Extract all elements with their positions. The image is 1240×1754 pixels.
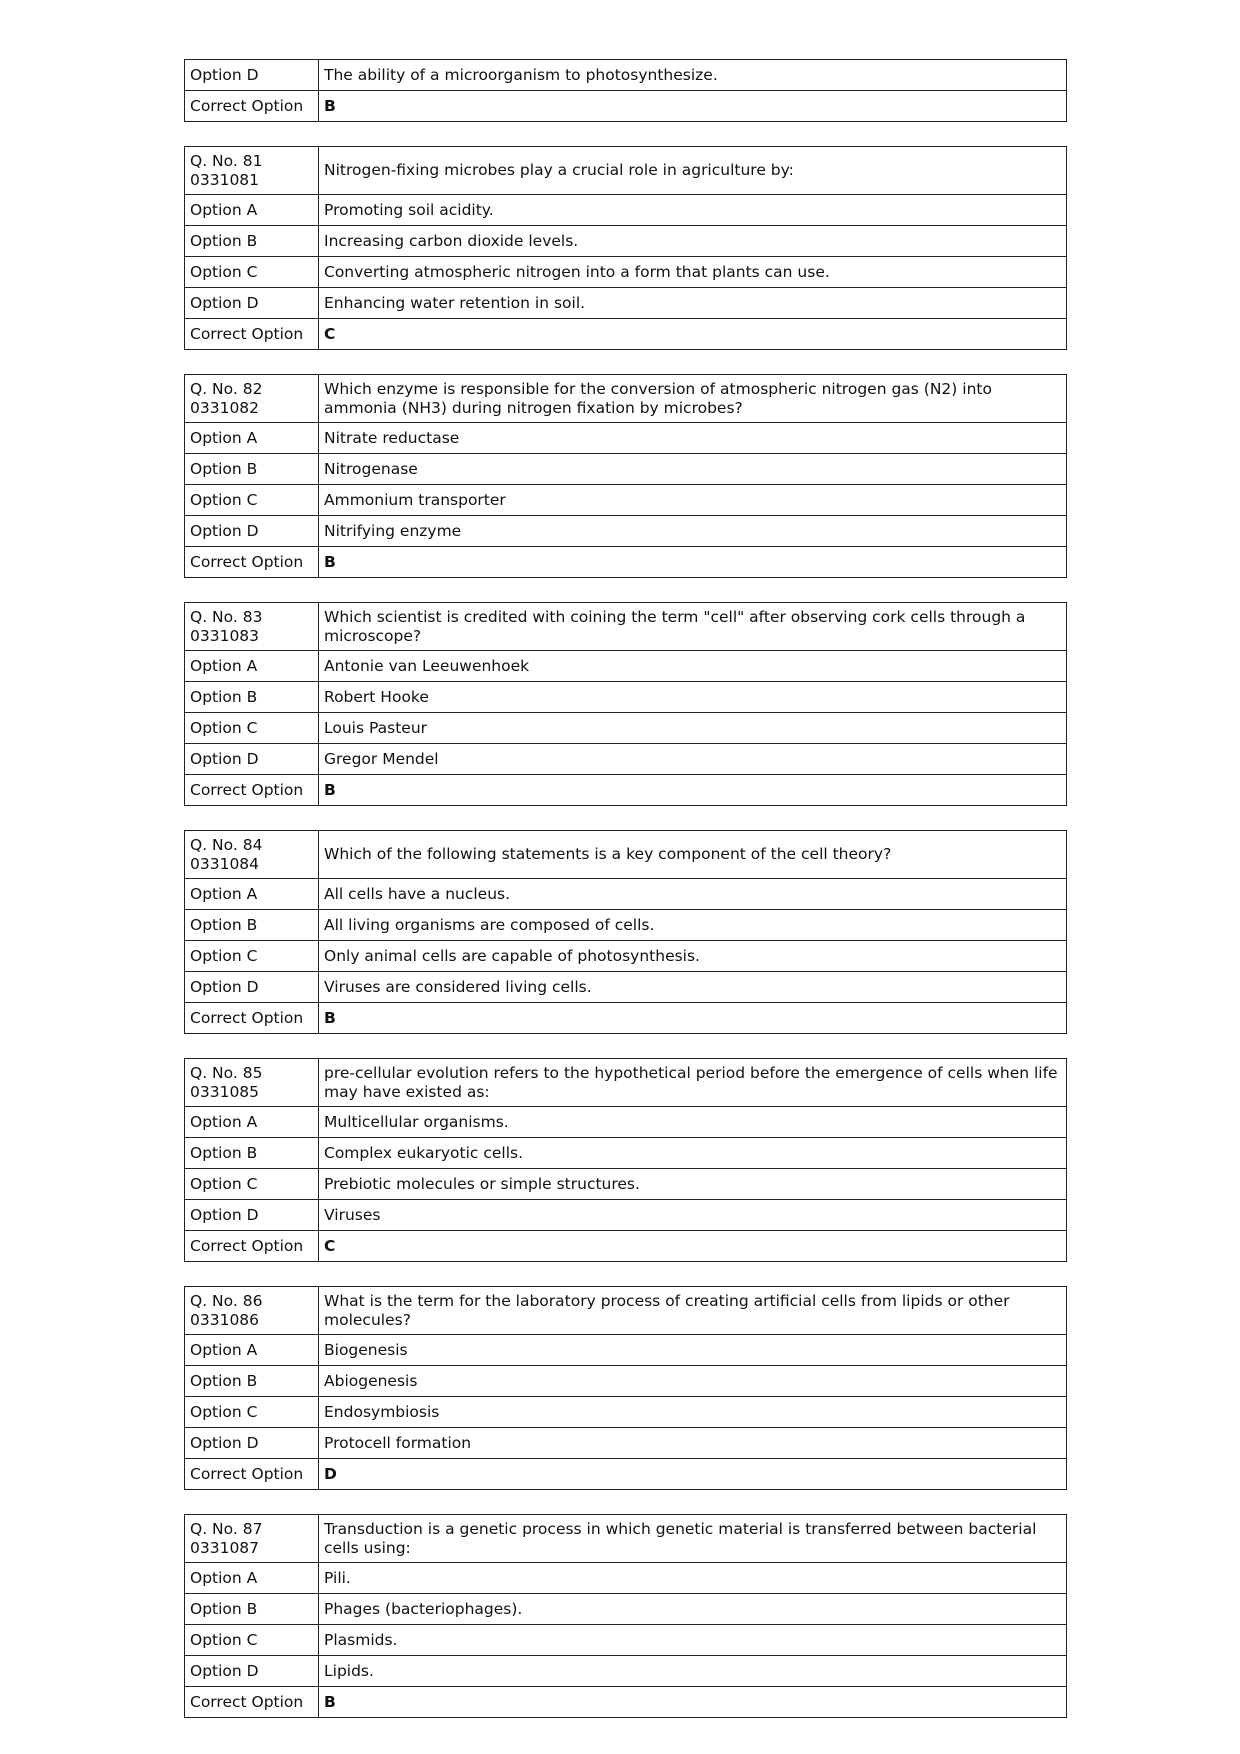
correct-option-label: Correct Option [185, 1003, 319, 1034]
option-text: Lipids. [319, 1656, 1067, 1687]
option-text: Plasmids. [319, 1625, 1067, 1656]
option-row-a [185, 879, 1067, 910]
option-text: All living organisms are composed of cells. [319, 910, 1067, 941]
option-text: Endosymbiosis [319, 1397, 1067, 1428]
option-text: Nitrifying enzyme [319, 516, 1067, 547]
option-label: Option B [185, 910, 319, 941]
option-text: Robert Hooke [319, 682, 1067, 713]
correct-option-row [185, 91, 1067, 122]
option-label: Option D [185, 744, 319, 775]
option-text: Complex eukaryotic cells. [319, 1138, 1067, 1169]
question-number-cell [185, 831, 319, 879]
option-row-b [185, 1366, 1067, 1397]
question-text: Nitrogen-fixing microbes play a crucial role in agriculture by: [319, 147, 1067, 195]
option-label: Option D [185, 1200, 319, 1231]
question-text: Which of the following statements is a key component of the cell theory? [319, 831, 1067, 879]
question-code: 0331084 [190, 854, 260, 873]
question-table-83 [184, 602, 1067, 806]
option-row-b [185, 910, 1067, 941]
option-row-d [185, 1200, 1067, 1231]
question-number-cell [185, 1287, 319, 1335]
option-row-c [185, 1625, 1067, 1656]
correct-option-row [185, 775, 1067, 806]
option-label: Option C [185, 1397, 319, 1428]
option-row-d [185, 516, 1067, 547]
option-text: Protocell formation [319, 1428, 1067, 1459]
option-label: Option B [185, 226, 319, 257]
question-number-cell [185, 603, 319, 651]
question-code: 0331082 [190, 398, 260, 417]
correct-option-value: B [319, 775, 1067, 806]
question-row [185, 603, 1067, 651]
option-row-d [185, 1656, 1067, 1687]
option-text: Enhancing water retention in soil. [319, 288, 1067, 319]
correct-option-value: B [319, 91, 1067, 122]
option-row-c [185, 713, 1067, 744]
question-row [185, 147, 1067, 195]
question-table-carryover [184, 59, 1067, 122]
option-text: Phages (bacteriophages). [319, 1594, 1067, 1625]
correct-option-row [185, 547, 1067, 578]
option-label: Option B [185, 682, 319, 713]
question-number: Q. No. 85 [190, 1063, 263, 1082]
question-row [185, 1515, 1067, 1563]
correct-option-row [185, 319, 1067, 350]
question-number: Q. No. 84 [190, 835, 263, 854]
question-number: Q. No. 83 [190, 607, 263, 626]
question-number: Q. No. 81 [190, 151, 263, 170]
option-label: Option B [185, 454, 319, 485]
option-text: Multicellular organisms. [319, 1107, 1067, 1138]
option-label: Option D [185, 60, 319, 91]
option-label: Option C [185, 1169, 319, 1200]
correct-option-value: B [319, 1003, 1067, 1034]
correct-option-label: Correct Option [185, 1231, 319, 1262]
option-row-a [185, 195, 1067, 226]
option-label: Option A [185, 879, 319, 910]
question-text: Transduction is a genetic process in which genetic material is transferred between bacterial cells using: [319, 1515, 1067, 1563]
question-code: 0331087 [190, 1538, 260, 1557]
option-label: Option A [185, 195, 319, 226]
question-row [185, 375, 1067, 423]
option-text: Nitrogenase [319, 454, 1067, 485]
option-row [185, 60, 1067, 91]
option-text: Biogenesis [319, 1335, 1067, 1366]
option-row-b [185, 682, 1067, 713]
option-row-a [185, 1107, 1067, 1138]
question-number-cell [185, 1515, 319, 1563]
question-number: Q. No. 87 [190, 1519, 263, 1538]
option-row-d [185, 744, 1067, 775]
question-number-cell [185, 1059, 319, 1107]
option-row-a [185, 1335, 1067, 1366]
correct-option-row [185, 1687, 1067, 1718]
option-text: Converting atmospheric nitrogen into a form that plants can use. [319, 257, 1067, 288]
option-text: All cells have a nucleus. [319, 879, 1067, 910]
option-row-c [185, 1397, 1067, 1428]
option-label: Option D [185, 1656, 319, 1687]
option-text: Pili. [319, 1563, 1067, 1594]
option-row-a [185, 1563, 1067, 1594]
question-row [185, 1059, 1067, 1107]
option-row-c [185, 257, 1067, 288]
option-row-a [185, 651, 1067, 682]
option-text: Promoting soil acidity. [319, 195, 1067, 226]
option-row-d [185, 288, 1067, 319]
question-text: Which scientist is credited with coining the term "cell" after observing cork cells through a microscope? [319, 603, 1067, 651]
correct-option-row [185, 1459, 1067, 1490]
option-text: Viruses [319, 1200, 1067, 1231]
question-number-cell [185, 375, 319, 423]
question-code: 0331083 [190, 626, 260, 645]
option-row-c [185, 941, 1067, 972]
question-text: What is the term for the laboratory process of creating artificial cells from lipids or other molecules? [319, 1287, 1067, 1335]
option-label: Option B [185, 1366, 319, 1397]
question-text: Which enzyme is responsible for the conversion of atmospheric nitrogen gas (N2) into ammonia (NH3) during nitrogen fixation by microbes? [319, 375, 1067, 423]
correct-option-value: C [319, 1231, 1067, 1262]
option-text: Ammonium transporter [319, 485, 1067, 516]
option-label: Option D [185, 972, 319, 1003]
option-text: Increasing carbon dioxide levels. [319, 226, 1067, 257]
correct-option-label: Correct Option [185, 1687, 319, 1718]
correct-option-row [185, 1003, 1067, 1034]
correct-option-row [185, 1231, 1067, 1262]
option-text: Abiogenesis [319, 1366, 1067, 1397]
question-text: pre-cellular evolution refers to the hypothetical period before the emergence of cells when life may have existed as: [319, 1059, 1067, 1107]
option-label: Option B [185, 1138, 319, 1169]
correct-option-value: B [319, 1687, 1067, 1718]
correct-option-label: Correct Option [185, 547, 319, 578]
question-number: Q. No. 86 [190, 1291, 263, 1310]
option-label: Option C [185, 257, 319, 288]
option-row-b [185, 226, 1067, 257]
question-row [185, 831, 1067, 879]
correct-option-label: Correct Option [185, 775, 319, 806]
option-row-c [185, 485, 1067, 516]
question-table-86 [184, 1286, 1067, 1490]
question-code: 0331085 [190, 1082, 260, 1101]
correct-option-label: Correct Option [185, 1459, 319, 1490]
option-text: Louis Pasteur [319, 713, 1067, 744]
correct-option-label: Correct Option [185, 319, 319, 350]
option-label: Option B [185, 1594, 319, 1625]
option-row-b [185, 1594, 1067, 1625]
option-text: Only animal cells are capable of photosynthesis. [319, 941, 1067, 972]
option-row-b [185, 454, 1067, 485]
option-text: The ability of a microorganism to photosynthesize. [319, 60, 1067, 91]
question-code: 0331086 [190, 1310, 260, 1329]
option-row-b [185, 1138, 1067, 1169]
correct-option-value: C [319, 319, 1067, 350]
question-number: Q. No. 82 [190, 379, 263, 398]
correct-option-label: Correct Option [185, 91, 319, 122]
option-label: Option A [185, 1107, 319, 1138]
option-label: Option A [185, 1335, 319, 1366]
option-label: Option A [185, 651, 319, 682]
correct-option-value: D [319, 1459, 1067, 1490]
question-number-cell [185, 147, 319, 195]
option-row-a [185, 423, 1067, 454]
option-label: Option D [185, 516, 319, 547]
question-table-82 [184, 374, 1067, 578]
question-row [185, 1287, 1067, 1335]
option-label: Option C [185, 1625, 319, 1656]
option-text: Nitrate reductase [319, 423, 1067, 454]
option-text: Viruses are considered living cells. [319, 972, 1067, 1003]
option-label: Option D [185, 288, 319, 319]
option-row-d [185, 1428, 1067, 1459]
question-table-85 [184, 1058, 1067, 1262]
question-table-81 [184, 146, 1067, 350]
correct-option-value: B [319, 547, 1067, 578]
question-code: 0331081 [190, 170, 260, 189]
question-page [184, 59, 1066, 1718]
question-table-87 [184, 1514, 1067, 1718]
option-label: Option C [185, 485, 319, 516]
option-label: Option D [185, 1428, 319, 1459]
option-label: Option C [185, 713, 319, 744]
option-text: Gregor Mendel [319, 744, 1067, 775]
option-label: Option C [185, 941, 319, 972]
option-label: Option A [185, 423, 319, 454]
option-text: Prebiotic molecules or simple structures. [319, 1169, 1067, 1200]
question-table-84 [184, 830, 1067, 1034]
option-row-c [185, 1169, 1067, 1200]
option-label: Option A [185, 1563, 319, 1594]
option-row-d [185, 972, 1067, 1003]
option-text: Antonie van Leeuwenhoek [319, 651, 1067, 682]
